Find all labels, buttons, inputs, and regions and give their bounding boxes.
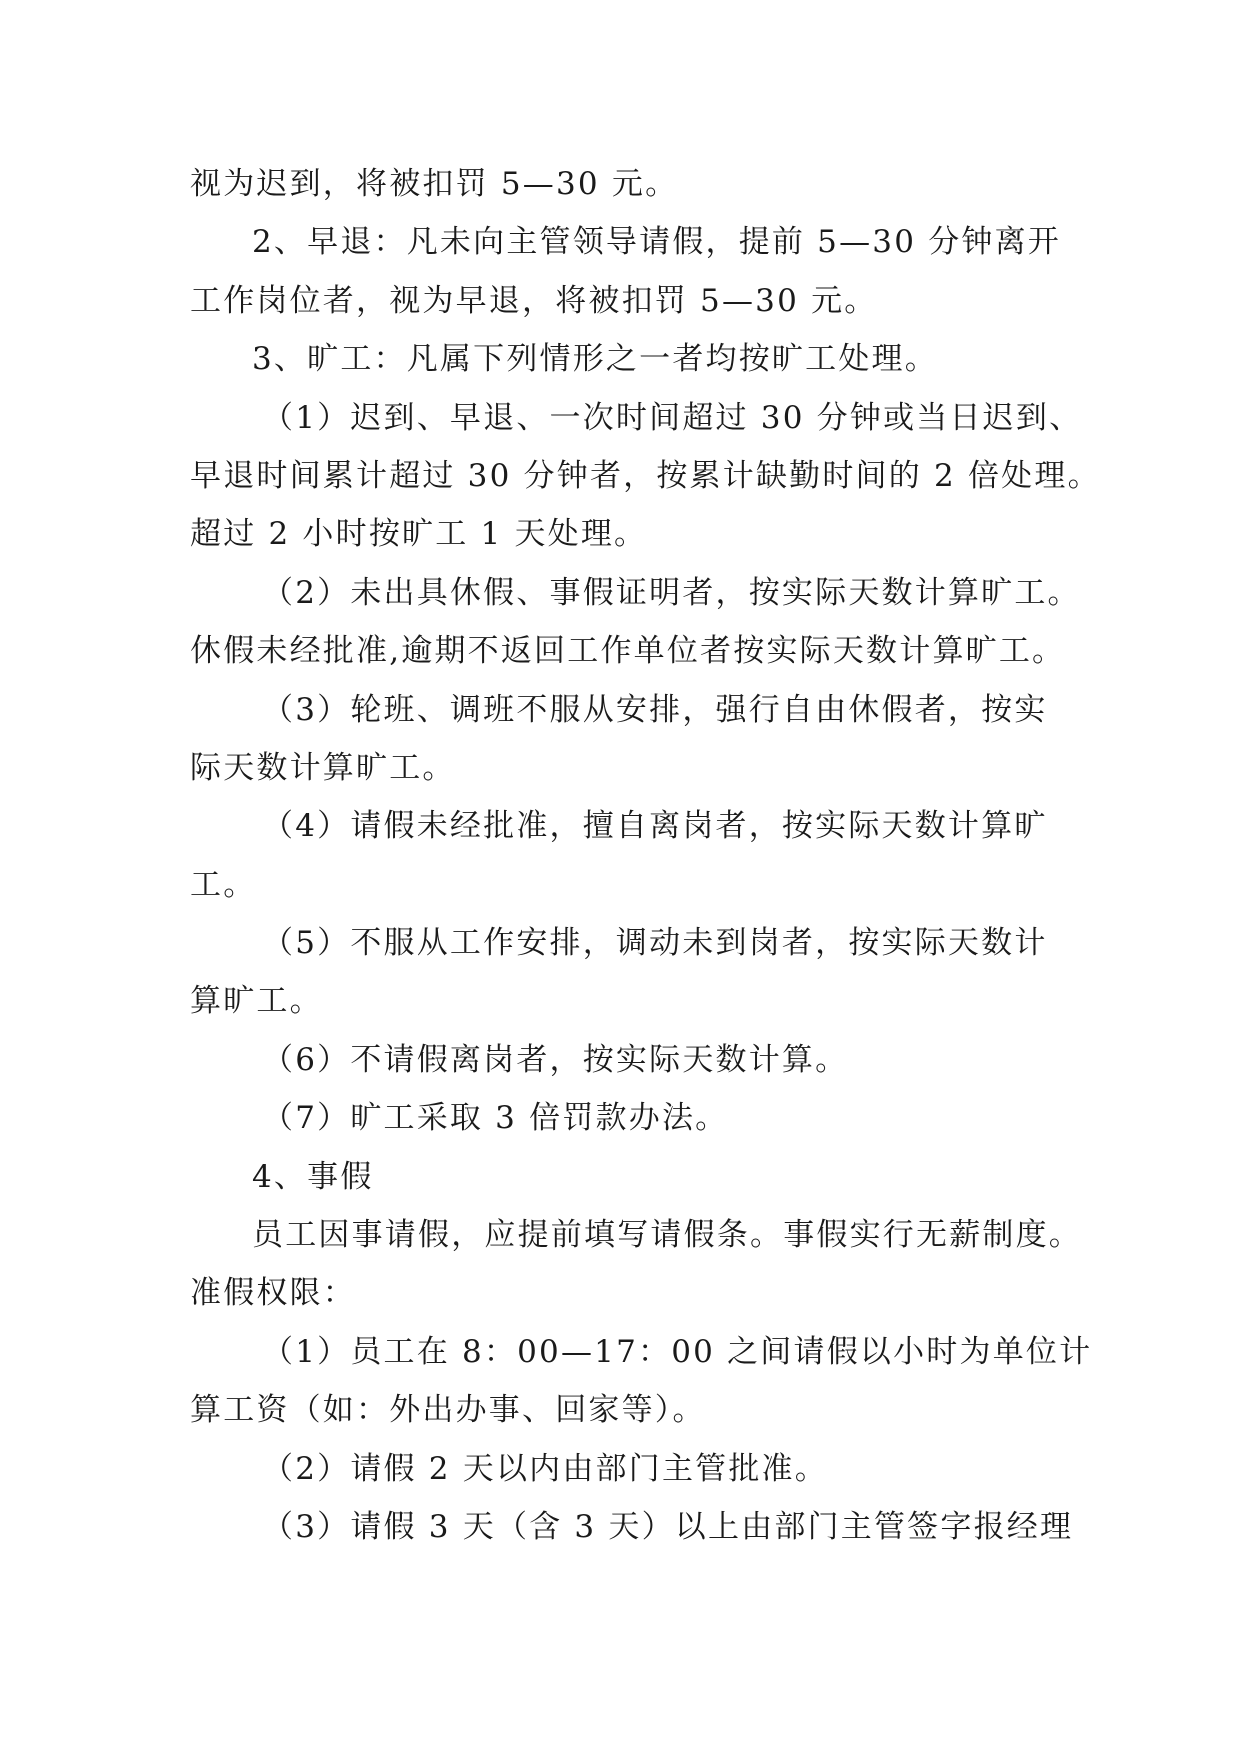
- text-line: （1）员工在 8：00—17：00 之间请假以小时为单位计: [262, 1333, 1093, 1370]
- document-body: [190, 155, 1101, 1556]
- text-line: （7）旷工采取 3 倍罚款办法。: [262, 1100, 729, 1137]
- text-line: 4、事假: [252, 1158, 374, 1195]
- text-line: 工。: [190, 866, 257, 903]
- text-line: 早退时间累计超过 30 分钟者，按累计缺勤时间的 2 倍处理。: [190, 457, 1101, 494]
- text-line: 际天数计算旷工。: [190, 749, 456, 786]
- text-line: 员工因事请假，应提前填写请假条。事假实行无薪制度。: [252, 1217, 1082, 1254]
- text-line: 算旷工。: [190, 983, 323, 1020]
- text-line: 超过 2 小时按旷工 1 天处理。: [190, 516, 648, 553]
- text-line: （2）未出具休假、事假证明者，按实际天数计算旷工。: [262, 574, 1081, 611]
- text-line: （1）迟到、早退、一次时间超过 30 分钟或当日迟到、: [262, 399, 1083, 436]
- text-line: （3）轮班、调班不服从安排，强行自由休假者，按实: [262, 691, 1048, 728]
- text-line: （6）不请假离岗者，按实际天数计算。: [262, 1041, 849, 1078]
- text-line: （5）不服从工作安排，调动未到岗者，按实际天数计: [262, 925, 1048, 962]
- text-line: 3、旷工：凡属下列情形之一者均按旷工处理。: [252, 341, 938, 378]
- text-line: 休假未经批准,逾期不返回工作单位者按实际天数计算旷工。: [190, 633, 1066, 670]
- text-line: 算工资（如：外出办事、回家等）。: [190, 1392, 706, 1429]
- text-line: （4）请假未经批准，擅自离岗者，按实际天数计算旷: [262, 808, 1048, 845]
- text-line: 工作岗位者，视为早退，将被扣罚 5—30 元。: [190, 282, 878, 319]
- text-line: （2）请假 2 天以内由部门主管批准。: [262, 1450, 828, 1487]
- text-line: 2、早退：凡未向主管领导请假，提前 5—30 分钟离开: [252, 224, 1061, 261]
- text-line: 视为迟到，将被扣罚 5—30 元。: [190, 166, 679, 202]
- text-line: 准假权限：: [190, 1275, 356, 1312]
- text-line: （3）请假 3 天（含 3 天）以上由部门主管签字报经理: [262, 1508, 1074, 1545]
